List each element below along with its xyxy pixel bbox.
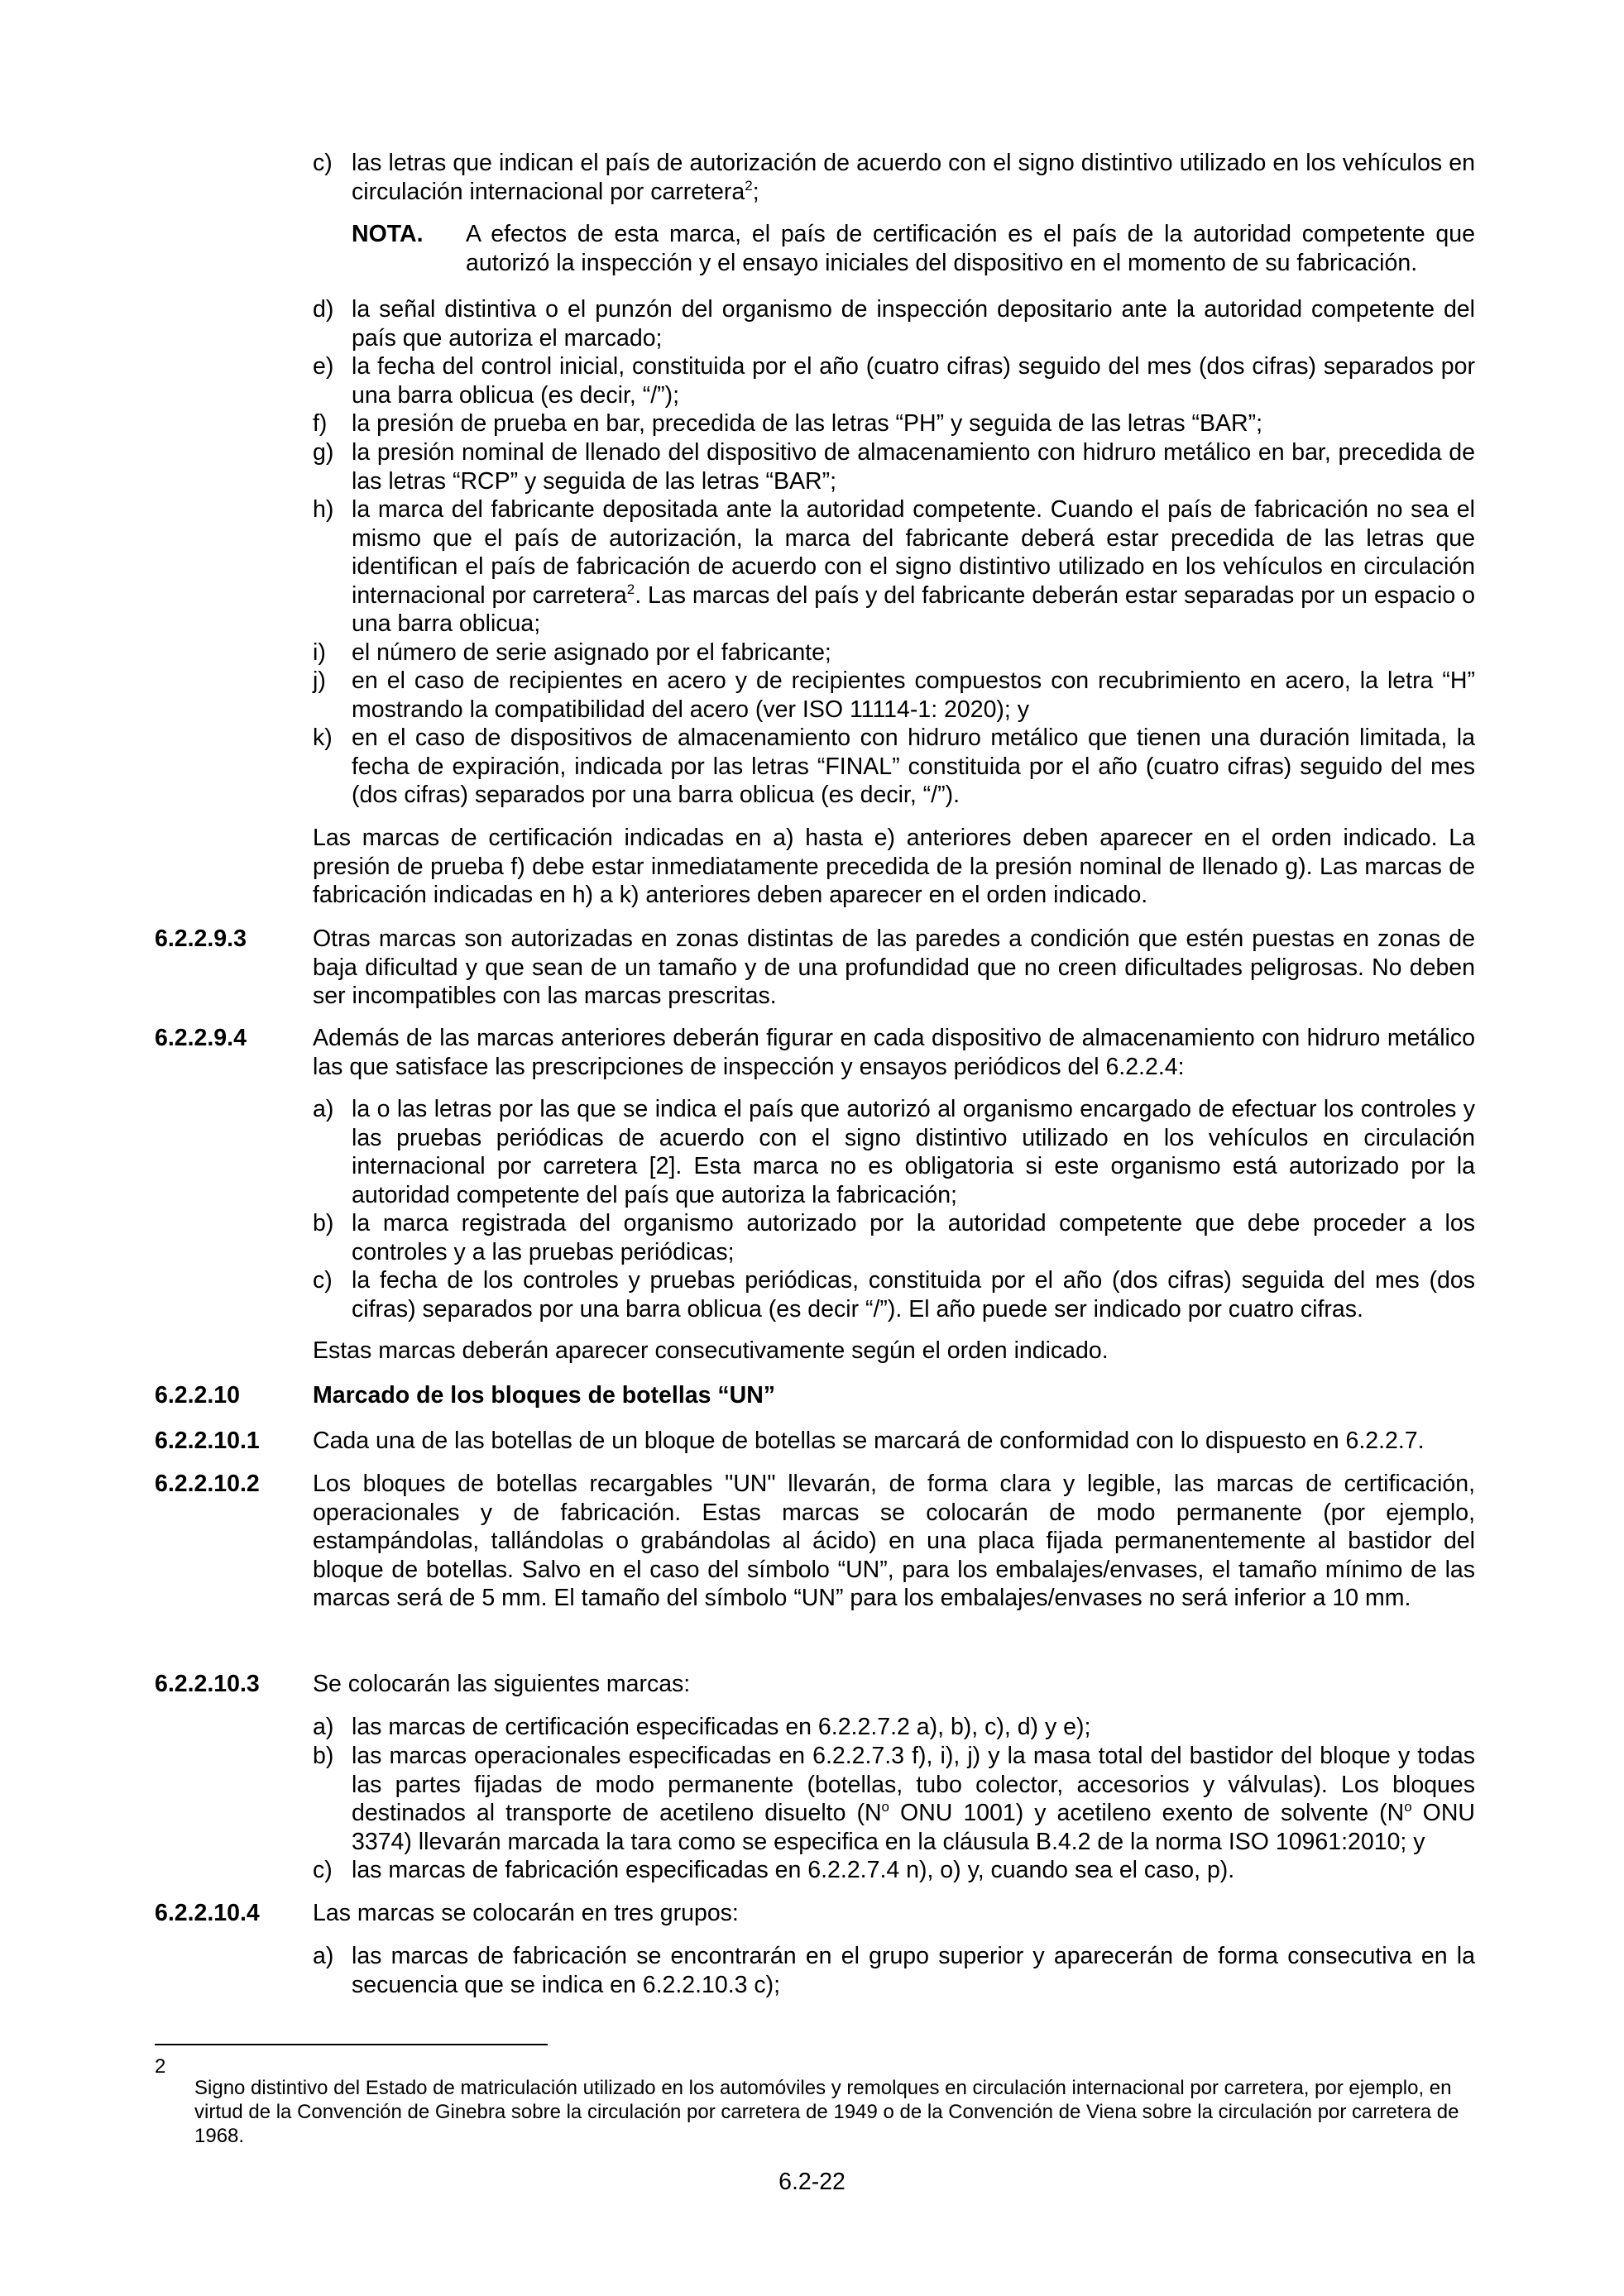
- list-text: las letras que indican el país de autorización de acuerdo con el signo distintivo utilizado en los vehículos en circulación internacional por carretera$^2$;: [352, 150, 1475, 205]
- section-number: 6.2.2.10.2: [155, 1471, 260, 1497]
- note-text: A efectos de esta marca, el país de certificación es el país de la autoridad competente que autorizó la inspección y el ensayo iniciales del dispositivo en el momento de su fabricación.: [466, 221, 1475, 276]
- section-text: Se colocarán las siguientes marcas:: [313, 1671, 691, 1697]
- section-number: 6.2.2.10: [155, 1382, 241, 1409]
- section-text: Además de las marcas anteriores deberán figurar en cada dispositivo de almacenamiento con hidruro metálico las que satisface las prescripciones de inspección y ensayos periódicos del 6.2.2.4:: [313, 1025, 1475, 1080]
- list-item-e: e) la fecha del control inicial, constituida por el año (cuatro cifras) seguido del mes (dos cifras) separados por una barra oblicua (es decir, “/”);: [313, 353, 1475, 409]
- section-number: 6.2.2.10.1: [155, 1428, 260, 1454]
- list-item-d: d) la señal distintiva o el punzón del organismo de inspección depositario ante la autoridad competente del país que autoriza el marcado;: [313, 296, 1475, 352]
- paragraph-consecutive: Estas marcas deberán aparecer consecutivamente según el orden indicado.: [313, 1337, 1109, 1364]
- section-text: Cada una de las botellas de un bloque de botellas se marcará de conformidad con lo dispuesto en 6.2.2.7.: [313, 1428, 1425, 1454]
- section-number: 6.2.2.9.4: [155, 1025, 247, 1051]
- list-item-a: a) la o las letras por las que se indica el país que autorizó al organismo encargado de efectuar los controles y las pruebas periódicas de acuerdo con el signo distintivo utilizado en los vehículos en circulación internacional por carretera [2]. Esta marca no es obligatoria si este organismo está autorizado por la autoridad competente del país que autoriza la fabricación;: [313, 1096, 1475, 1208]
- list-item-b: b) las marcas operacionales especificadas en 6.2.2.7.3 f), i), j) y la masa total del bastidor del bloque y todas las partes fijadas de modo permanente (botellas, tubo colector, accesorios y válvulas). Los bloques destinados al transporte de acetileno disuelto ($N^o$ ONU 1001) y acetileno exento de solvente ($N^o$ ONU 3374) llevarán marcada la tara como se especifica en la cláusula B.4.2 de la norma ISO 10961:2010; y: [313, 1743, 1476, 1855]
- footnote-number: 2: [155, 2055, 166, 2078]
- section-text: Los bloques de botellas recargables "UN" llevarán, de forma clara y legible, las marcas de certificación, operacionales y de fabricación. Estas marcas se colocarán de modo permanente (por ejemplo, estampándolas, tallándolas o grabándolas al ácido) en una placa fijada permanentemente al bastidor del bloque de botellas. Salvo en el caso del símbolo “UN”, para los embalajes/envases, el tamaño mínimo de las marcas será de 5 mm. El tamaño del símbolo “UN” para los embalajes/envases no será inferior a 10 mm.: [313, 1471, 1475, 1611]
- list-item-c: [313, 149, 1475, 206]
- list-item-f: f) la presión de prueba en bar, precedida de las letras “PH” y seguida de las letras “BAR”;: [313, 410, 1263, 437]
- list-item-i: i) el número de serie asignado por el fabricante;: [313, 639, 831, 666]
- list-item-a: a) las marcas de fabricación se encontrarán en el grupo superior y aparecerán de forma consecutiva en la secuencia que se indica en 6.2.2.10.3 c);: [313, 1943, 1475, 1998]
- list-item-h: h) la marca del fabricante depositada ante la autoridad competente. Cuando el país de fabricación no sea el mismo que el país de autorización, la marca del fabricante deberá estar precedida de las letras que identifican el país de fabricación de acuerdo con el signo distintivo utilizado en los vehículos en circulación internacional por carretera$^2$. Las marcas del país y del fabricante deberán estar separadas por un espacio o una barra oblicua;: [313, 496, 1475, 637]
- list-item-a: a) las marcas de certificación especificadas en 6.2.2.7.2 a), b), c), d) y e);: [313, 1714, 1091, 1740]
- list-item-c: c) la fecha de los controles y pruebas periódicas, constituida por el año (dos cifras) seguida del mes (dos cifras) separados por una barra oblicua (es decir “/”). El año puede ser indicado por cuatro cifras.: [313, 1267, 1475, 1323]
- section-number: 6.2.2.10.4: [155, 1900, 260, 1926]
- list-item-k: k) en el caso de dispositivos de almacenamiento con hidruro metálico que tienen una duración limitada, la fecha de expiración, indicada por las letras “FINAL” constituida por el año (cuatro cifras) seguido del mes (dos cifras) separados por una barra oblicua (es decir, “/”).: [313, 725, 1475, 808]
- section-heading: Marcado de los bloques de botellas “UN”: [313, 1382, 776, 1409]
- footnote-text: Signo distintivo del Estado de matriculación utilizado en los automóviles y remolques en circulación internacional por carretera, por ejemplo, en virtud de la Convención de Ginebra sobre la circulación por carretera de 1949 o de la Convención de Viena sobre la circulación por carretera de 1968.: [194, 2077, 1459, 2147]
- superscript-o: o: [881, 1799, 890, 1815]
- list-item-c: c) las marcas de fabricación especificadas en 6.2.2.7.4 n), o) y, cuando sea el caso, p).: [313, 1857, 1235, 1883]
- footnote-separator: [155, 2044, 548, 2045]
- paragraph-cert-order: Las marcas de certificación indicadas en a) hasta e) anteriores deben aparecer en el orden indicado. La presión de prueba f) debe estar inmediatamente precedida de la presión nominal de llenado g). Las marcas de fabricación indicadas en h) a k) anteriores deben aparecer en el orden indicado.: [313, 825, 1475, 908]
- section-number: 6.2.2.9.3: [155, 926, 247, 952]
- section-text: Las marcas se colocarán en tres grupos:: [313, 1900, 739, 1926]
- superscript-o: o: [1404, 1799, 1412, 1815]
- footnote-ref: 2: [745, 177, 753, 194]
- list-label: c): [313, 150, 333, 176]
- section-text: Otras marcas son autorizadas en zonas distintas de las paredes a condición que estén puestas en zonas de baja dificultad y que sean de un tamaño y de una profundidad que no creen dificultades peligrosas. No deben ser incompatibles con las marcas prescritas.: [313, 926, 1475, 1009]
- list-item-j: j) en el caso de recipientes en acero y de recipientes compuestos con recubrimiento en acero, la letra “H” mostrando la compatibilidad del acero (ver ISO 11114-1: 2020); y: [313, 667, 1475, 723]
- list-item-b: b) la marca registrada del organismo autorizado por la autoridad competente que debe proceder a los controles y a las pruebas periódicas;: [313, 1210, 1475, 1265]
- note: [352, 220, 1475, 277]
- note-label: NOTA.: [352, 221, 424, 247]
- section-number: 6.2.2.10.3: [155, 1671, 260, 1697]
- footnote-ref: 2: [626, 581, 635, 597]
- list-item-g: g) la presión nominal de llenado del dispositivo de almacenamiento con hidruro metálico en bar, precedida de las letras “RCP” y seguida de las letras “BAR”;: [313, 439, 1475, 495]
- page-number: 6.2-22: [778, 2169, 846, 2195]
